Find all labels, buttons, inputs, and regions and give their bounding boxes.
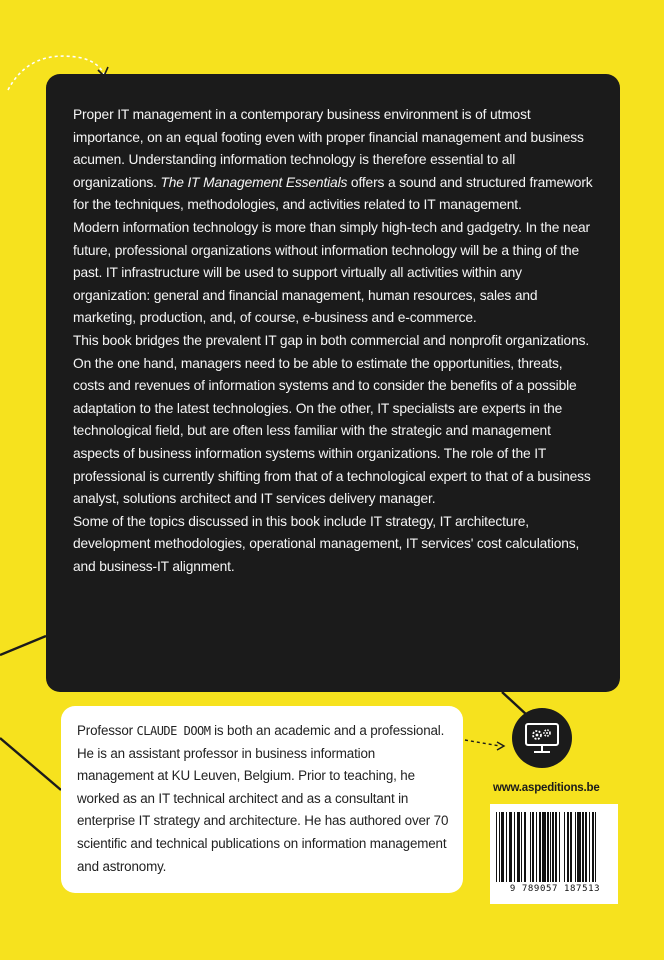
blurb-panel [46,74,620,692]
blurb-paragraph-3: This book bridges the prevalent IT gap in both commercial and nonprofit organizations. On the one hand, managers need to be able to estimate the opportunities, threats, costs and revenues of information systems and to consider the benefits of a possible adaptation to the latest technologies. On the other, IT specialists are experts in the technological field, but are often less familiar with the strategic and management aspects of business information systems within organizations. The role of the IT professional is currently shifting from that of a technological expert to that of a business analyst, solutions architect and IT services delivery manager. [73,332,591,507]
monitor-gears-icon [512,708,572,768]
isbn-number: 9 789057 187513 [509,884,601,894]
blurb-paragraph-2: Modern information technology is more than simply high-tech and gadgetry. In the near future, professional organizations without information technology will be a thing of the past. IT infrastructure will be used to support virtually all activities within any organization: general and financial management, human resources, sales and marketing, production, and, of course, e-business and e-commerce. [73,219,590,326]
barcode-bars [496,812,614,882]
publisher-website: www.aspeditions.be [493,782,600,794]
blurb-paragraph-1 [73,104,596,217]
blurb-paragraph-4: Some of the topics discussed in this book include IT strategy, IT architecture, development methodologies, operational management, IT services' cost calculations, and business-IT alignment. [73,513,580,574]
blurb-text: offers a sound and structured framework for the techniques, methodologies, and activities related to IT management. [73,174,593,213]
bio-text: Professor [77,723,137,738]
book-title: The IT Management Essentials [160,174,348,190]
barcode [490,804,618,904]
blurb-text: Proper IT management in a contemporary business environment is of utmost importance, on an equal footing even with proper financial management and business acumen. Understanding information technology is therefore essential to all organizations. [73,107,584,190]
barcode-bar [596,812,597,882]
bio-text: is both an academic and a professional. He is an assistant professor in business information management at KU Leuven, Belgium. Prior to teaching, he worked as an IT technical architect and as a consultant in enterprise IT strategy and architecture. He has authored over 70 scientific and technical publications on information management and astronomy. [77,723,449,874]
author-bio-panel [61,706,463,893]
author-bio [77,720,449,878]
author-name: CLAUDE DOOM [136,724,211,738]
